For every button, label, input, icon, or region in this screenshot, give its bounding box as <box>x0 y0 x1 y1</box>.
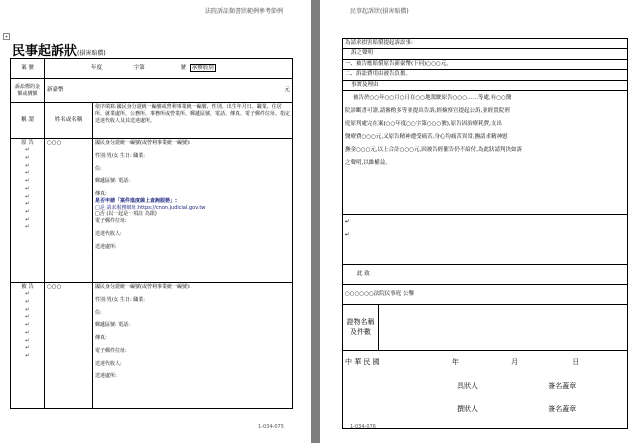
plaintiff-role: 原 告 ↵ ↵ ↵ ↵ ↵ ↵ ↵ ↵ ↵ ↵ ↵ <box>11 139 45 283</box>
page-right <box>320 0 640 443</box>
purpose-line[interactable]: 為請求損害賠償提起訴訟事: <box>343 39 628 49</box>
page-left <box>0 0 311 443</box>
claim-label: 訴訟標的金額或價額 <box>11 79 45 103</box>
page-header: 民事起訴狀(損害賠償) <box>350 8 409 15</box>
form-table-right <box>342 38 628 429</box>
claim-item-2[interactable]: 二、訴訟費用由被告負擔。 <box>343 70 628 80</box>
facts-body[interactable]: 被告於○○年○○月○日在○○地駕駛原告○○○……等處,有○○醫 院診斷書可證,請審酌多等並提出告訴,經檢察官提起公訴,並經貴院刑 庭原判處完在案(○○年度○○字第○○○號),原告因治療耗費,支出 醫療費○○○元,又原告精神遭受痛苦,身心均痛苦異常,撫請求精神慰 撫金○○○元,以上合計○○○元,因被告經催告仍不給付,為此狀請判決如訴 之聲明,以維權益。 <box>343 91 628 215</box>
plaintiff-name[interactable]: ○○○ <box>45 139 93 283</box>
plaintiff-details[interactable]: 國民身分證統一編號(或營利事業統一編號): 性別:男/女 生日: 職業: 住: 郵遞區號: 電話: 傳真: 是否申請「案件進度線上查詢服務」: □是 請求服務網址:https://cnon.judicial.gov.tw □否 (以一起是一項註 為限) 電子郵件位址: 送達代收人: 送達處所: <box>93 139 293 283</box>
to-label: 此 致 <box>343 265 628 285</box>
evidence-value[interactable] <box>379 305 628 351</box>
claim-value-cell[interactable]: 新臺幣 元 <box>45 79 293 103</box>
facts-heading[interactable]: 事實及理由 <box>343 80 628 90</box>
party-instructions: 依序填寫:國民身分證統一編號或營利事業統一編號、性別、出生年月日、職業、住居所、就業處所、公務所、事務所或營業所、郵遞區號、電話、傳真、電子郵件位址、指定送達代收人及其送達處所。 <box>93 103 293 139</box>
signature-block: 中 華 民 國 年 月 日 具狀人 簽名蓋章 撰狀人 簽名蓋章 <box>343 351 628 429</box>
defendant-role: 被 告 ↵ ↵ ↵ ↵ ↵ ↵ ↵ ↵ ↵ <box>11 283 45 409</box>
claim-heading[interactable]: 訴之聲明 <box>343 49 628 59</box>
blank-lines[interactable]: ↵ ↵ <box>343 215 628 265</box>
defendant-details[interactable]: 國民身分證統一編號(或營利事業統一編號): 性別:男/女 生日: 職業: 住: 郵遞區號: 電話: 傳真: 電子郵件位址: 送達代收人: 送達處所: <box>93 283 293 409</box>
division-label: 承辦股別 <box>191 64 214 71</box>
page-header: 法院訴訟類書狀範例參考節例 <box>205 8 284 15</box>
defendant-name[interactable]: ○○○ <box>45 283 93 409</box>
court-line[interactable]: ○○○○○○法院民事庭 公鑒 <box>343 285 628 305</box>
name-header: 姓名或名稱 <box>45 103 93 139</box>
claim-item-1[interactable]: 一、被告應賠償原告新臺幣(下同)○○○元。 <box>343 59 628 69</box>
title-label: 稱 謂 <box>11 103 45 139</box>
form-table-left <box>10 58 293 409</box>
case-label: 案 號 <box>11 59 45 79</box>
table-anchor-icon[interactable]: + <box>4 34 9 39</box>
page-footer: 1-034-076 <box>350 424 376 430</box>
page-footer: 1-034-075 <box>258 424 284 430</box>
document-title: 民事起訴狀(損害賠償) <box>12 44 106 59</box>
case-number-cell[interactable]: 年度 字第 號 承辦股別 <box>45 59 293 79</box>
evidence-label: 證物名稱及件數 <box>343 305 379 351</box>
